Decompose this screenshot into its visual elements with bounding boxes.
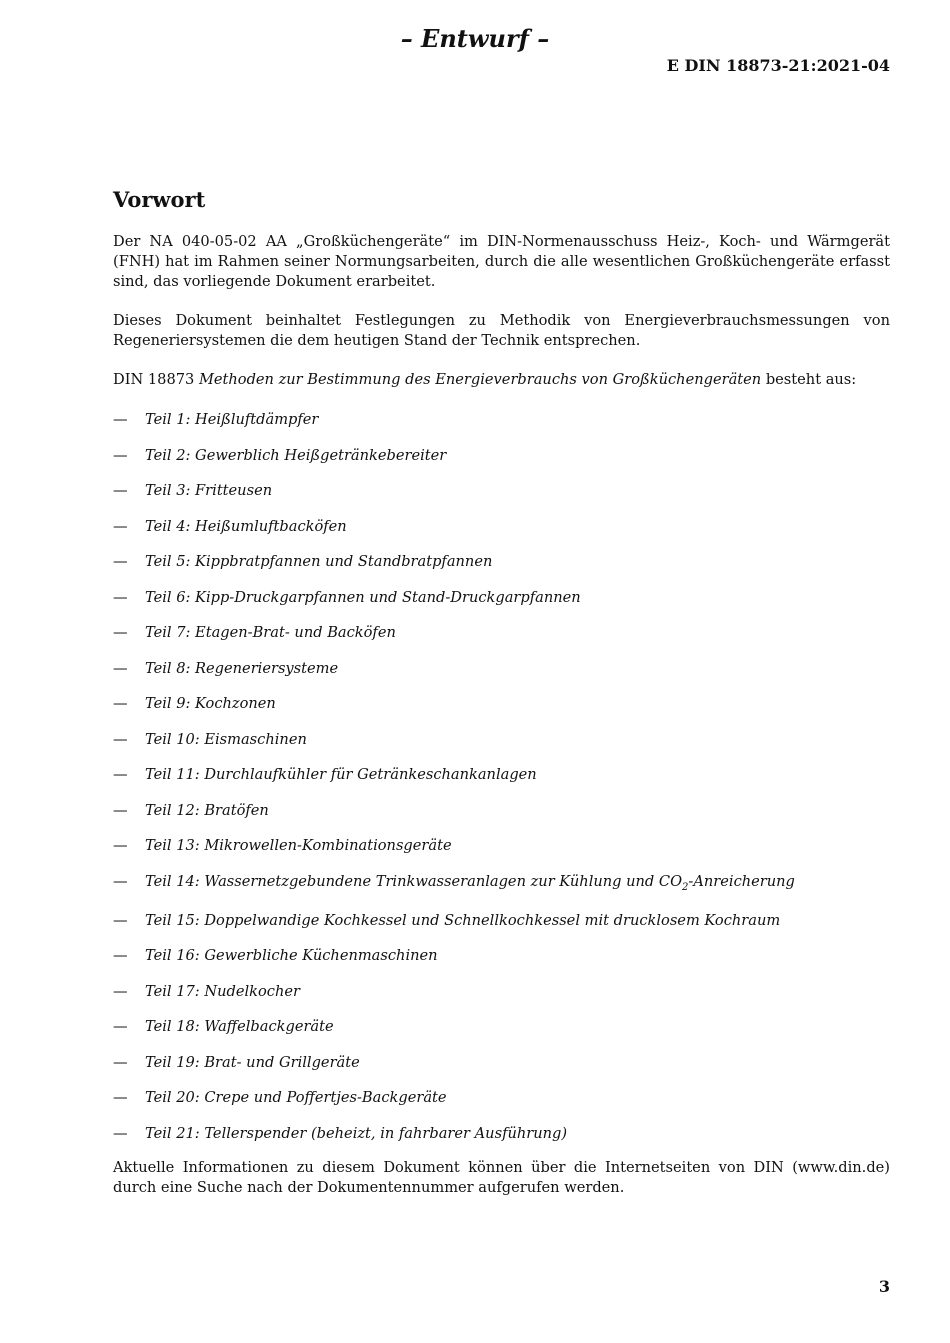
list-item <box>113 481 890 501</box>
list-item <box>113 1017 890 1037</box>
list-dash: — <box>113 517 128 535</box>
paragraph-1: Der NA 040-05-02 AA „Großküchengeräte“ im DIN-Normenausschuss Heiz-, Koch- und Wärmgerät (FNH) hat im Rahmen seiner Normungsarbeiten, durch die alle wesentlichen Großküchengeräte erfasst sind, das vorliegende Dokument erarbeitet. <box>113 233 890 290</box>
list-dash: — <box>113 588 128 606</box>
part-text: Teil 17: Nudelkocher <box>145 982 300 1000</box>
part-text: Teil 2: Gewerblich Heißgetränkebereiter <box>145 446 447 464</box>
part-text: Teil 11: Durchlaufkühler für Getränkeschankanlagen <box>145 766 537 783</box>
list-item <box>113 517 890 537</box>
part-text: Teil 3: Fritteusen <box>145 482 273 499</box>
parts-list <box>113 410 890 1144</box>
list-dash: — <box>113 624 128 641</box>
part14-text: Teil 14: Wassernetzgebundene Trinkwasseranlagen zur Kühlung und CO <box>145 872 683 890</box>
part-text: Teil 15: Doppelwandige Kochkessel und Schnellkochkessel mit drucklosem Kochraum <box>145 911 781 929</box>
page-number: 3 <box>878 1277 890 1296</box>
list-item <box>113 765 890 785</box>
part-text: Teil 10: Eismaschinen <box>145 730 307 748</box>
list-item <box>113 552 890 572</box>
part-text: Teil 21: Tellerspender (beheizt, in fahrbarer Ausführung) <box>145 1124 568 1142</box>
list-dash: — <box>113 659 128 677</box>
list-item <box>113 659 890 679</box>
list-dash: — <box>113 482 128 499</box>
list-dash: — <box>113 695 128 712</box>
part-text: Teil 6: Kipp-Druckgarpfannen und Stand-Druckgarpfannen <box>145 588 581 606</box>
list-item <box>113 911 890 931</box>
series-prefix: DIN 18873 <box>113 371 199 388</box>
list-dash: — <box>113 1053 128 1071</box>
document-id: E DIN 18873-21:2021-04 <box>666 56 890 75</box>
list-item <box>113 730 890 750</box>
series-intro <box>113 370 890 390</box>
section-title: Vorwort <box>113 187 206 212</box>
list-dash: — <box>113 446 128 464</box>
series-title: Methoden zur Bestimmung des Energieverbrauchs von Großküchengeräten <box>198 371 762 388</box>
foreword-section <box>113 187 890 1217</box>
part-text: Teil 13: Mikrowellen-Kombinationsgeräte <box>145 837 452 854</box>
list-dash: — <box>113 982 128 1000</box>
part14-suffix: -Anreicherung <box>688 872 795 890</box>
list-item <box>113 623 890 643</box>
part-text <box>145 872 795 896</box>
list-dash: — <box>113 947 128 964</box>
list-item <box>113 1053 890 1073</box>
closing-paragraph: Aktuelle Informationen zu diesem Dokument können über die Internetseiten von DIN (www.din.de) durch eine Suche nach der Dokumentennummer aufgerufen werden. <box>113 1159 890 1196</box>
part-text: Teil 18: Waffelbackgeräte <box>145 1018 334 1035</box>
part-text: Teil 8: Regeneriersysteme <box>145 659 339 677</box>
list-dash: — <box>113 766 128 783</box>
part-text: Teil 19: Brat- und Grillgeräte <box>145 1053 360 1071</box>
part-text: Teil 1: Heißluftdämpfer <box>145 411 319 428</box>
list-item <box>113 694 890 714</box>
part-text: Teil 16: Gewerbliche Küchenmaschinen <box>145 947 438 964</box>
list-item <box>113 446 890 466</box>
list-dash: — <box>113 1124 128 1142</box>
part-text: Teil 9: Kochzonen <box>145 695 276 712</box>
list-dash: — <box>113 730 128 748</box>
list-item <box>113 1088 890 1108</box>
list-dash: — <box>113 1018 128 1035</box>
part-text: Teil 5: Kippbratpfannen und Standbratpfannen <box>145 553 493 570</box>
part-text: Teil 12: Bratöfen <box>145 801 269 819</box>
part-text: Teil 7: Etagen-Brat- und Backöfen <box>145 624 396 641</box>
list-item <box>113 982 890 1002</box>
list-item <box>113 588 890 608</box>
list-item <box>113 1124 890 1144</box>
paragraph-2: Dieses Dokument beinhaltet Festlegungen zu Methodik von Energieverbrauchsmessungen von Regeneriersystemen die dem heutigen Stand der Technik entsprechen. <box>113 312 890 349</box>
list-item <box>113 801 890 821</box>
list-dash: — <box>113 411 128 428</box>
list-dash: — <box>113 837 128 854</box>
list-item <box>113 946 890 966</box>
list-dash: — <box>113 801 128 819</box>
list-item <box>113 872 890 896</box>
part-text: Teil 4: Heißumluftbacköfen <box>145 517 347 535</box>
list-item <box>113 410 890 430</box>
draft-label: – Entwurf – <box>400 24 550 53</box>
series-suffix: besteht aus: <box>761 371 857 388</box>
list-dash: — <box>113 1089 128 1106</box>
list-dash: — <box>113 911 128 929</box>
list-item <box>113 836 890 856</box>
part-text: Teil 20: Crepe und Poffertjes-Backgeräte <box>145 1089 447 1106</box>
list-dash: — <box>113 872 128 890</box>
list-dash: — <box>113 553 128 570</box>
part14-subscript: 2 <box>682 881 689 893</box>
